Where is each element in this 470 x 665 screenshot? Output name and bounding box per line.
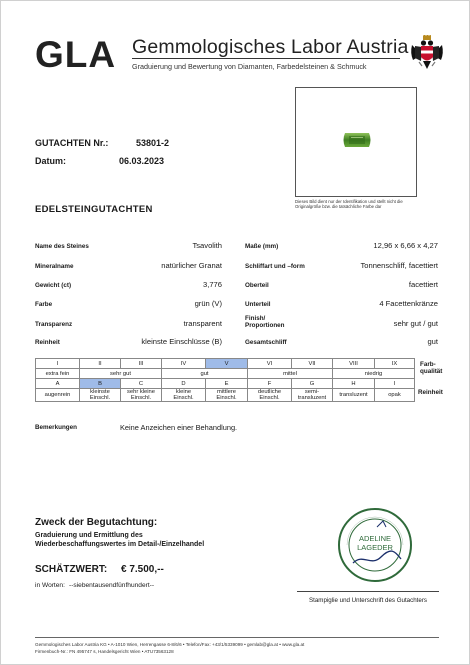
gla-logo: GLA	[35, 34, 117, 75]
finish-value: sehr gut / gut	[393, 319, 438, 328]
color-quality-side-label	[420, 361, 442, 376]
clarity-desc-a	[36, 389, 80, 402]
stamp-name-line1: ADELINE	[358, 534, 392, 543]
color-quality-side-line2: qualität	[420, 368, 443, 376]
stone-name-value: Tsavolith	[192, 241, 222, 250]
cut-style-value: Tonnenschliff, facettiert	[360, 261, 438, 270]
color-quality-row	[36, 369, 415, 379]
grade-roman-2: II	[80, 359, 121, 369]
finish-label-line-1: Finish/	[245, 315, 266, 322]
measurements-label: Maße (mm)	[245, 243, 279, 250]
overall-cut-value: gut	[427, 337, 438, 346]
clarity-desc-c-line1: sehr kleine	[126, 389, 156, 395]
weight-label: Gewicht (ct)	[35, 282, 72, 289]
clarity-desc-f-line1: deutliche	[257, 389, 282, 395]
clarity-desc-c	[121, 389, 162, 402]
clarity-label: Reinheit	[35, 339, 60, 346]
grade-roman-9: IX	[375, 359, 415, 369]
pavilion-label: Unterteil	[245, 301, 271, 308]
footer-divider	[35, 637, 439, 638]
clarity-desc-b	[80, 389, 121, 402]
gemstone-image	[342, 132, 372, 148]
remarks-value: Keine Anzeichen einer Behandlung.	[120, 423, 238, 432]
mineral-name-value: natürlicher Granat	[161, 261, 222, 270]
valuation-words-value: --siebentausendfünfhundert--	[69, 582, 155, 589]
remarks-label: Bemerkungen	[35, 424, 77, 431]
clarity-value: kleinste Einschlüsse (B)	[141, 337, 222, 346]
grade-roman-8: VIII	[333, 359, 375, 369]
valuation-amount: € 7.500,--	[121, 564, 164, 575]
signature-line	[297, 591, 439, 592]
mineral-name-label: Mineralname	[35, 263, 74, 270]
purpose-line-1: Graduierung und Ermittlung des	[35, 532, 143, 539]
grade-roman-4: IV	[162, 359, 206, 369]
report-number-value: 53801-2	[136, 138, 170, 148]
clarity-desc-g-line1: semi-	[304, 389, 320, 395]
finish-label	[245, 315, 285, 330]
grade-roman-7: VII	[292, 359, 333, 369]
clarity-desc-h	[333, 389, 375, 402]
date-value: 06.03.2023	[119, 156, 165, 166]
clarity-description-row	[36, 389, 415, 402]
grade-roman-3: III	[121, 359, 162, 369]
signature-caption: Stampiglie und Unterschrift des Gutachters	[309, 597, 427, 604]
clarity-desc-f-line2: Einschl.	[259, 395, 280, 401]
clarity-grade-row	[36, 379, 415, 389]
crown-label: Oberteil	[245, 282, 269, 289]
clarity-desc-a-line1: augenrein	[44, 392, 71, 398]
grade-letter-e: E	[206, 379, 248, 389]
measurements-value: 12,96 x 6,66 x 4,27	[373, 241, 438, 250]
clarity-desc-e-line2: Einschl.	[216, 395, 237, 401]
lab-subtitle: Graduierung und Bewertung von Diamanten, Farbedelsteinen & Schmuck	[132, 62, 367, 71]
grade-roman-6: VI	[248, 359, 292, 369]
official-stamp-icon	[337, 507, 413, 583]
clarity-desc-c-line2: Einschl.	[130, 395, 152, 401]
footer-address: Gemmologisches Labor Austria KG • A-1010 Wien, Herrengasse 6-8/6/6 • Telefon/Fax: +43/1/5339099 • gemlab@gla.at • www.gla.at	[35, 642, 305, 647]
clarity-desc-g	[292, 389, 333, 402]
date-label: Datum:	[35, 156, 66, 166]
cut-style-label: Schliffart und –form	[245, 263, 305, 270]
quality-extra-fine: extra fein	[36, 369, 80, 379]
purpose-title: Zweck der Begutachtung:	[35, 517, 158, 528]
clarity-desc-e	[206, 389, 248, 402]
color-quality-side-line1: Farb-	[420, 361, 436, 368]
stamp-name-line2: LAGEDER	[357, 543, 393, 552]
section-title: EDELSTEINGUTACHTEN	[35, 204, 153, 215]
clarity-desc-d-line1: kleine	[175, 389, 192, 395]
clarity-desc-f	[248, 389, 292, 402]
grade-letter-i: I	[375, 379, 415, 389]
color-label: Farbe	[35, 301, 53, 308]
clarity-desc-g-line2: transluzent	[297, 395, 327, 401]
stone-name-label: Name des Steines	[35, 243, 89, 250]
quality-low: niedrig	[333, 369, 415, 379]
gem-photo-frame	[295, 87, 417, 197]
grade-letter-h: H	[333, 379, 375, 389]
transparency-label: Transparenz	[35, 321, 73, 328]
clarity-side-label: Reinheit	[418, 389, 443, 396]
clarity-desc-b-line1: kleinste	[90, 389, 110, 395]
clarity-desc-d-line2: Einschl.	[173, 395, 194, 401]
grade-letter-c: C	[121, 379, 162, 389]
clarity-desc-h-line1: transluzent	[339, 392, 368, 398]
quality-very-good: sehr gut	[80, 369, 162, 379]
footer-registry: Firmenbuch-Nr.: FN 495747 s, Handelsgericht Wien • ATU73563128	[35, 649, 174, 654]
clarity-desc-e-line1: mittlere	[216, 389, 236, 395]
valuation-words-label: in Worten:	[35, 582, 65, 589]
purpose-line-2: Wiederbeschaffungswertes im Detail-/Einzelhandel	[35, 541, 205, 548]
transparency-value: transparent	[183, 319, 222, 328]
quality-medium: mittel	[248, 369, 333, 379]
clarity-desc-b-line2: Einschl.	[89, 395, 111, 401]
clarity-desc-i-line1: opak	[388, 392, 401, 398]
clarity-desc-d	[162, 389, 206, 402]
weight-value: 3,776	[202, 280, 222, 289]
grade-letter-d: D	[162, 379, 206, 389]
photo-disclaimer: Dieses Bild dient nur der Identifikation und stellt nicht die Originalgröße bzw. die tatsächliche Farbe dar	[295, 199, 403, 210]
valuation-label: SCHÄTZWERT:	[35, 564, 108, 575]
grading-table	[35, 358, 415, 402]
color-grade-row	[36, 359, 415, 369]
quality-good: gut	[162, 369, 248, 379]
pavilion-value: 4 Facettenkränze	[379, 299, 438, 308]
header-divider	[132, 58, 400, 59]
grade-letter-b-selected: B	[80, 379, 121, 389]
grade-letter-f: F	[248, 379, 292, 389]
grade-roman-1: I	[36, 359, 80, 369]
lab-name: Gemmologisches Labor Austria	[132, 36, 409, 58]
grade-letter-a: A	[36, 379, 80, 389]
crown-value: facettiert	[408, 280, 438, 289]
clarity-desc-i	[375, 389, 415, 402]
grade-letter-g: G	[292, 379, 333, 389]
report-number-label: GUTACHTEN Nr.:	[35, 138, 109, 148]
grade-roman-5-selected: V	[206, 359, 248, 369]
overall-cut-label: Gesamtschliff	[245, 339, 287, 346]
austrian-eagle-icon	[409, 35, 445, 73]
color-value: grün (V)	[194, 299, 222, 308]
finish-label-line-2: Proportionen	[245, 322, 285, 330]
